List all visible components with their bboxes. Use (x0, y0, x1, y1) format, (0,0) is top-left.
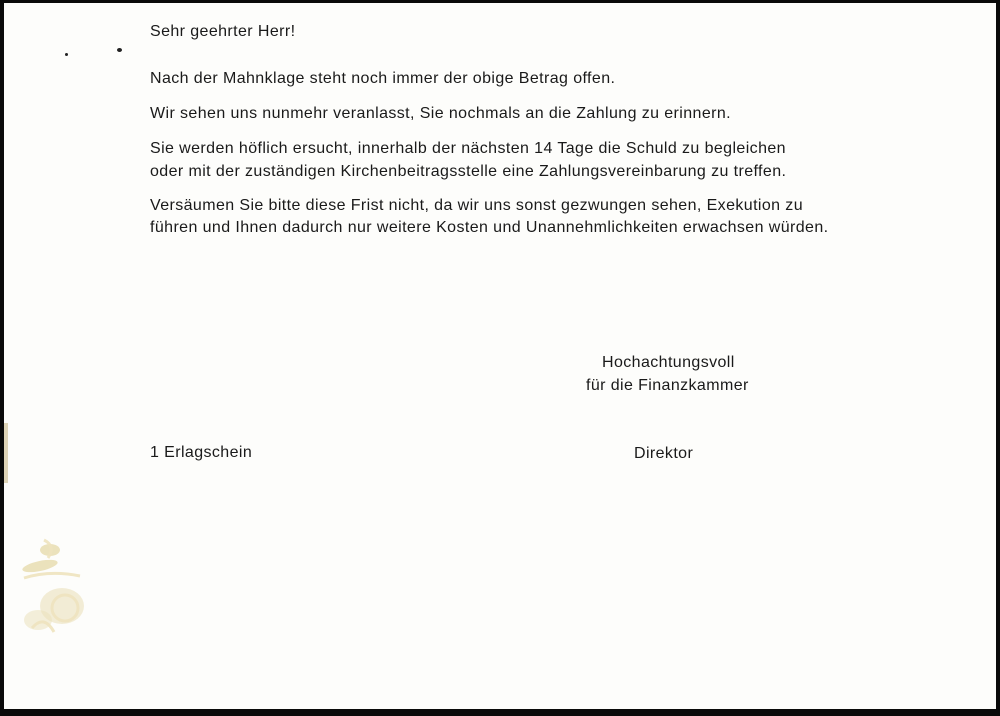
enclosure-note: 1 Erlagschein (150, 444, 253, 461)
paragraph-1: Nach der Mahnklage steht noch immer der obige Betrag offen. (150, 70, 616, 87)
paper-edge-stain (4, 423, 8, 483)
signature-title: Direktor (634, 445, 694, 462)
paragraph-3-line-2: oder mit der zuständigen Kirchenbeitragsstelle eine Zahlungsvereinbarung zu treffen. (150, 163, 787, 180)
letter-page (4, 3, 996, 709)
ink-speck (65, 53, 68, 56)
paragraph-2: Wir sehen uns nunmehr veranlasst, Sie nochmals an die Zahlung zu erinnern. (150, 105, 732, 122)
paper-stain (10, 528, 100, 648)
department: für die Finanzkammer (586, 377, 749, 394)
paragraph-4-line-2: führen und Ihnen dadurch nur weitere Kosten und Unannehmlichkeiten erwachsen würden. (150, 219, 829, 236)
paragraph-3-line-1: Sie werden höflich ersucht, innerhalb der nächsten 14 Tage die Schuld zu begleichen (150, 140, 786, 157)
paragraph-4-line-1: Versäumen Sie bitte diese Frist nicht, da wir uns sonst gezwungen sehen, Exekution zu (150, 197, 804, 214)
ink-speck (117, 48, 122, 52)
closing: Hochachtungsvoll (602, 354, 735, 371)
greeting: Sehr geehrter Herr! (150, 23, 296, 40)
